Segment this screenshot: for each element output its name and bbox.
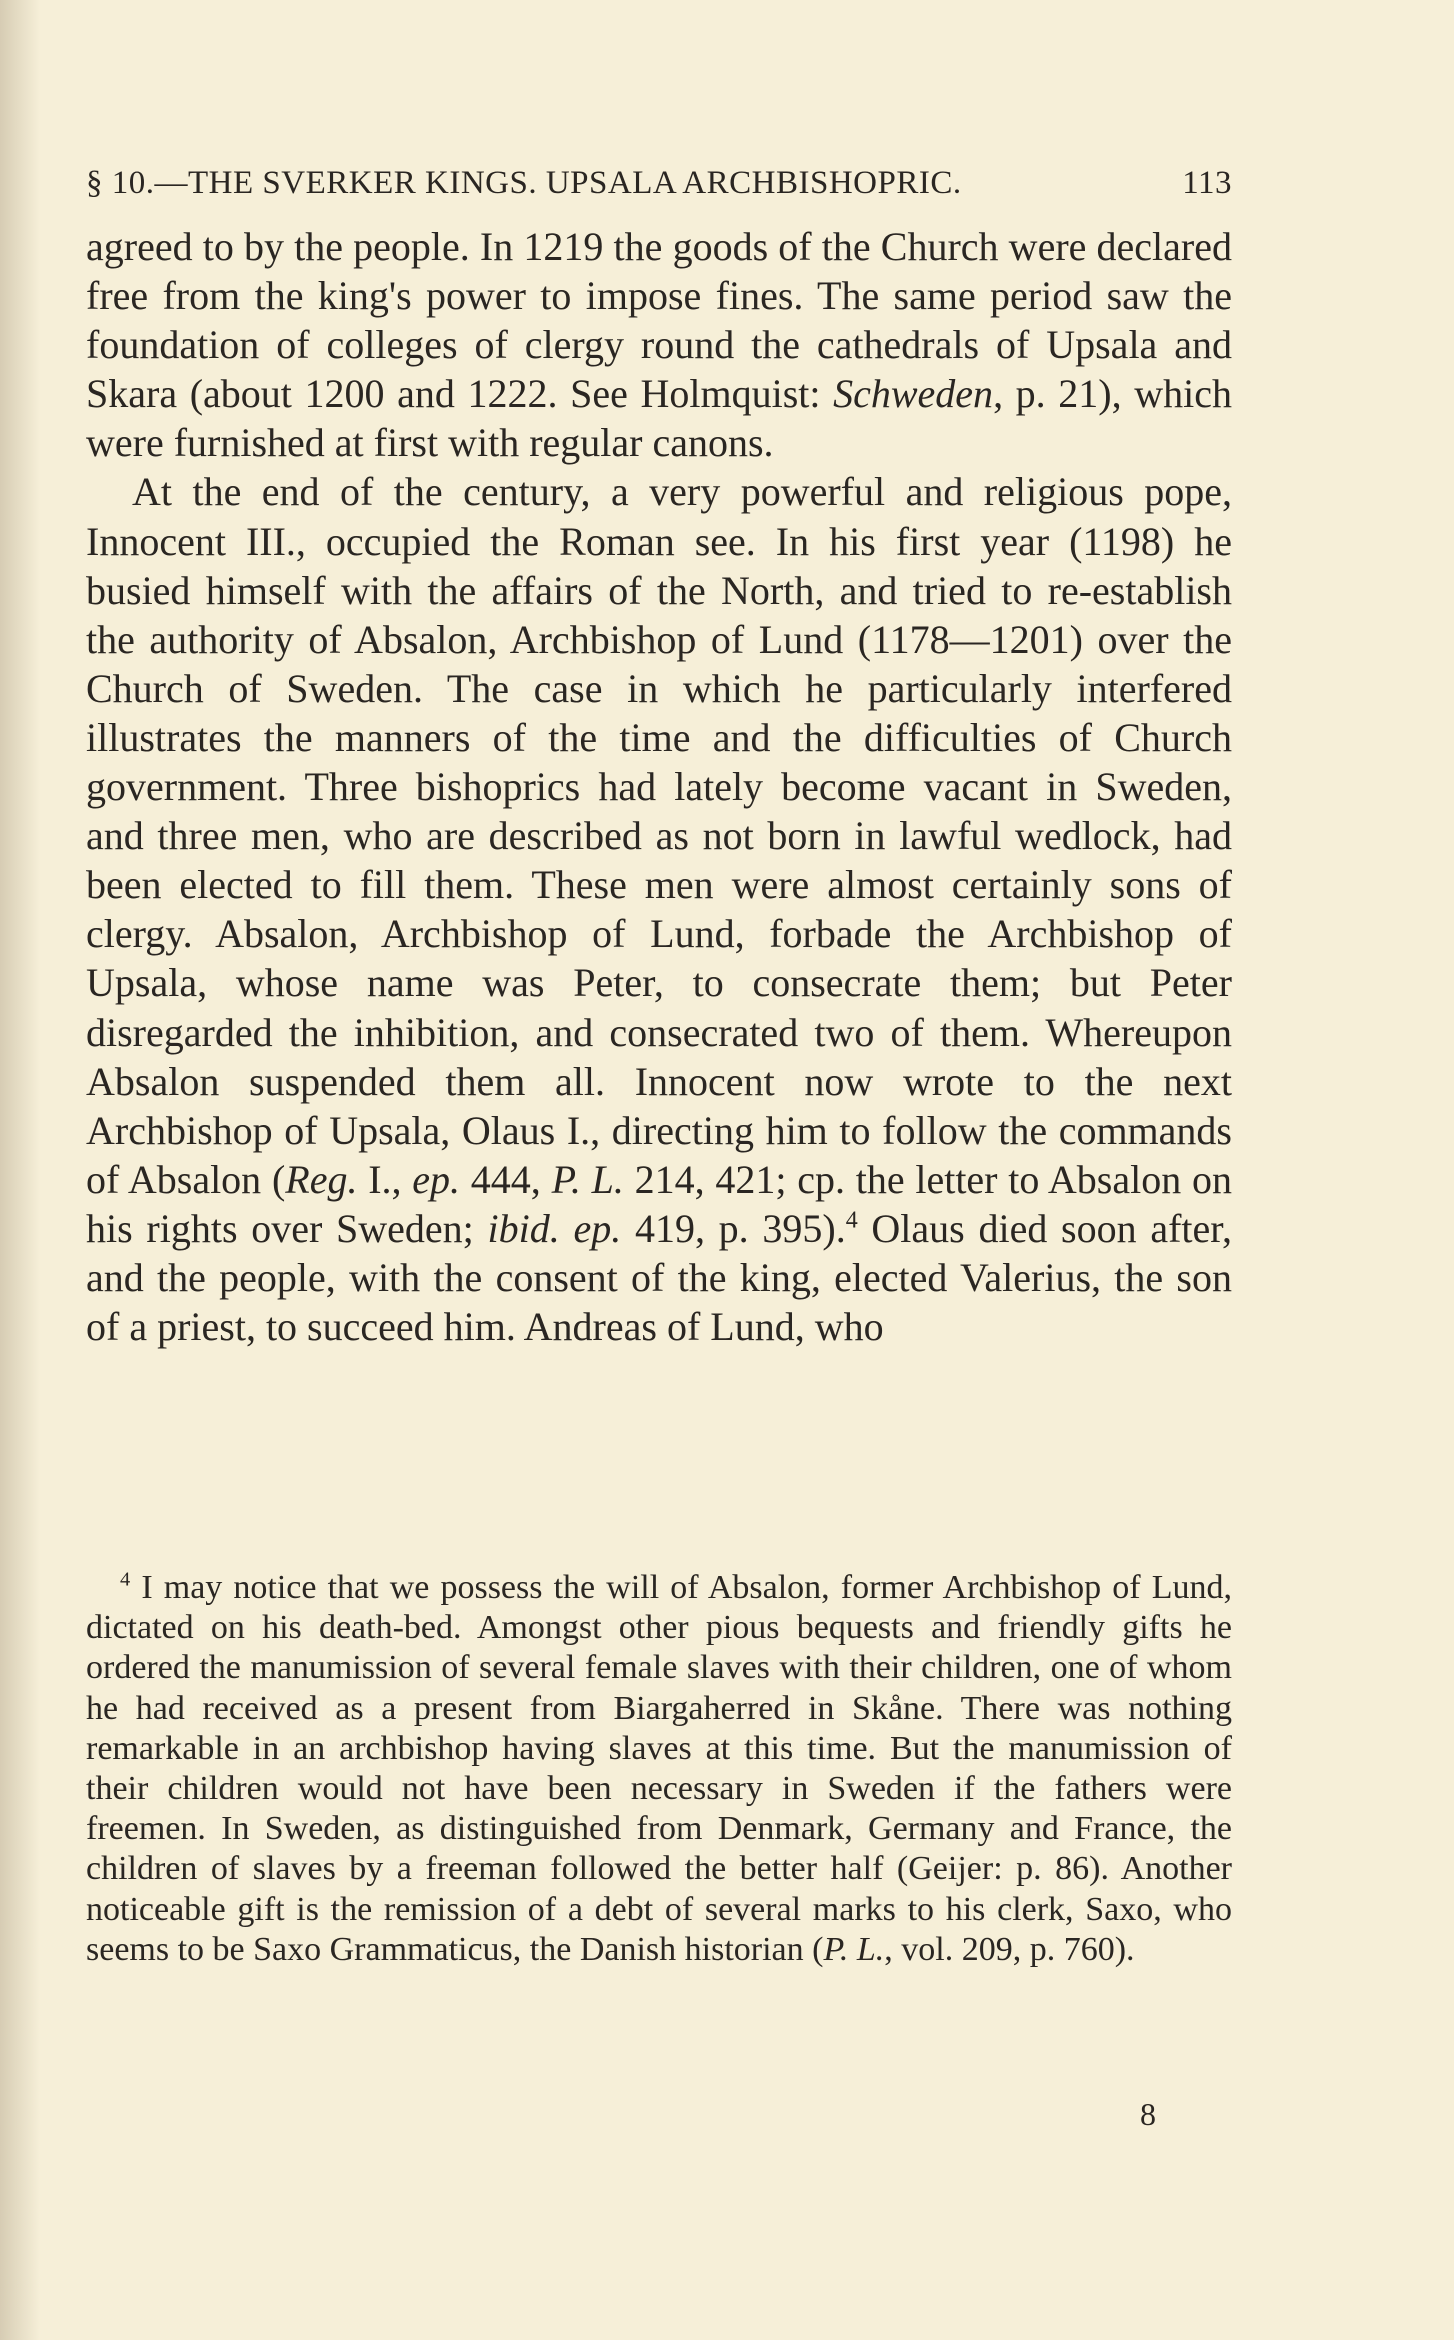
footnote-paragraph bbox=[86, 1568, 1232, 1970]
italic-citation: Reg. bbox=[285, 1156, 358, 1202]
footnote bbox=[86, 1568, 1232, 1970]
text-run: 444, bbox=[460, 1156, 552, 1202]
text-run: , p. 21), which were furnished at first with regular canons. bbox=[86, 371, 1232, 466]
text-run: I may notice that we possess the will of Absalon, former Archbishop of Lund, dictated on his death-bed. Amongst other pious bequests and friendly gifts he ordered the manumission of several female slaves with their children, one of whom he had received as a present from Biargaherred in Skåne. There was nothing remarkable in an archbishop having slaves at this time. But the manumission of their children would not have been necessary in Sweden if the fathers were freemen. In Sweden, as distinguished from Denmark, Germany and France, the children of slaves by a freeman followed the better half (Geijer: p. 86). Another noticeable gift is the remission of a debt of several marks to his clerk, Saxo, who seems to be Saxo Grammaticus, the Danish historian ( bbox=[86, 1569, 1232, 1968]
text-run: , vol. 209, p. 760). bbox=[884, 1930, 1135, 1968]
paragraph bbox=[86, 222, 1232, 467]
italic-citation: ep. bbox=[412, 1156, 461, 1202]
text-run: 214, 421; cp. the letter to Absalon on his rights over Sweden; bbox=[86, 1156, 1232, 1251]
italic-citation: ibid. ep. bbox=[487, 1205, 622, 1251]
italic-citation: P. L. bbox=[823, 1930, 885, 1968]
text-run: agreed to by the people. In 1219 the goods of the Church were declared free from the king's power to impose fines. The same period saw the foundation of colleges of clergy round the cathedrals of Upsala and Skara (about 1200 and 1222. See Holmquist: bbox=[86, 224, 1232, 417]
body-text bbox=[86, 222, 1232, 1351]
signature-mark: 8 bbox=[1140, 2096, 1156, 2132]
page-number: 113 bbox=[1182, 165, 1232, 201]
text-run: At the end of the century, a very powerful and religious pope, Innocent III., occupied the Roman see. In his first year (1198) he busied himself with the affairs of the North, and tried to re-establish the authority of Absalon, Archbishop of Lund (1178—1201) over the Church of Sweden. The case in which he particularly interfered illustrates the manners of the time and the difficulties of Church government. Three bishoprics had lately become vacant in Sweden, and three men, who are described as not born in lawful wedlock, had been elected to fill them. These men were almost certainly sons of clergy. Absalon, Archbishop of Lund, forbade the Archbishop of Upsala, whose name was Peter, to consecrate them; but Peter disregarded the inhibition, and consecrated two of them. Whereupon Absalon suspended them all. Innocent now wrote to the next Archbishop of Upsala, Olaus I., directing him to follow the commands of Absalon ( bbox=[86, 469, 1232, 1202]
page-edge-shadow bbox=[0, 0, 40, 2340]
text-run: Olaus died soon after, and the people, with the consent of the king, elected Valerius, the son of a priest, to succeed him. Andreas of Lund, who bbox=[86, 1205, 1232, 1350]
text-run: 419, p. 395). bbox=[621, 1205, 846, 1251]
running-head-title: § 10.—THE SVERKER KINGS. UPSALA ARCHBISHOPRIC. bbox=[86, 165, 962, 201]
footnote-reference[interactable]: 4 bbox=[845, 1207, 858, 1234]
footnote-marker: 4 bbox=[120, 1568, 131, 1591]
italic-citation: P. L. bbox=[551, 1156, 624, 1202]
text-run: I., bbox=[357, 1156, 413, 1202]
italic-title: Schweden bbox=[833, 371, 994, 417]
running-head bbox=[86, 165, 1232, 202]
paragraph bbox=[86, 467, 1232, 1351]
